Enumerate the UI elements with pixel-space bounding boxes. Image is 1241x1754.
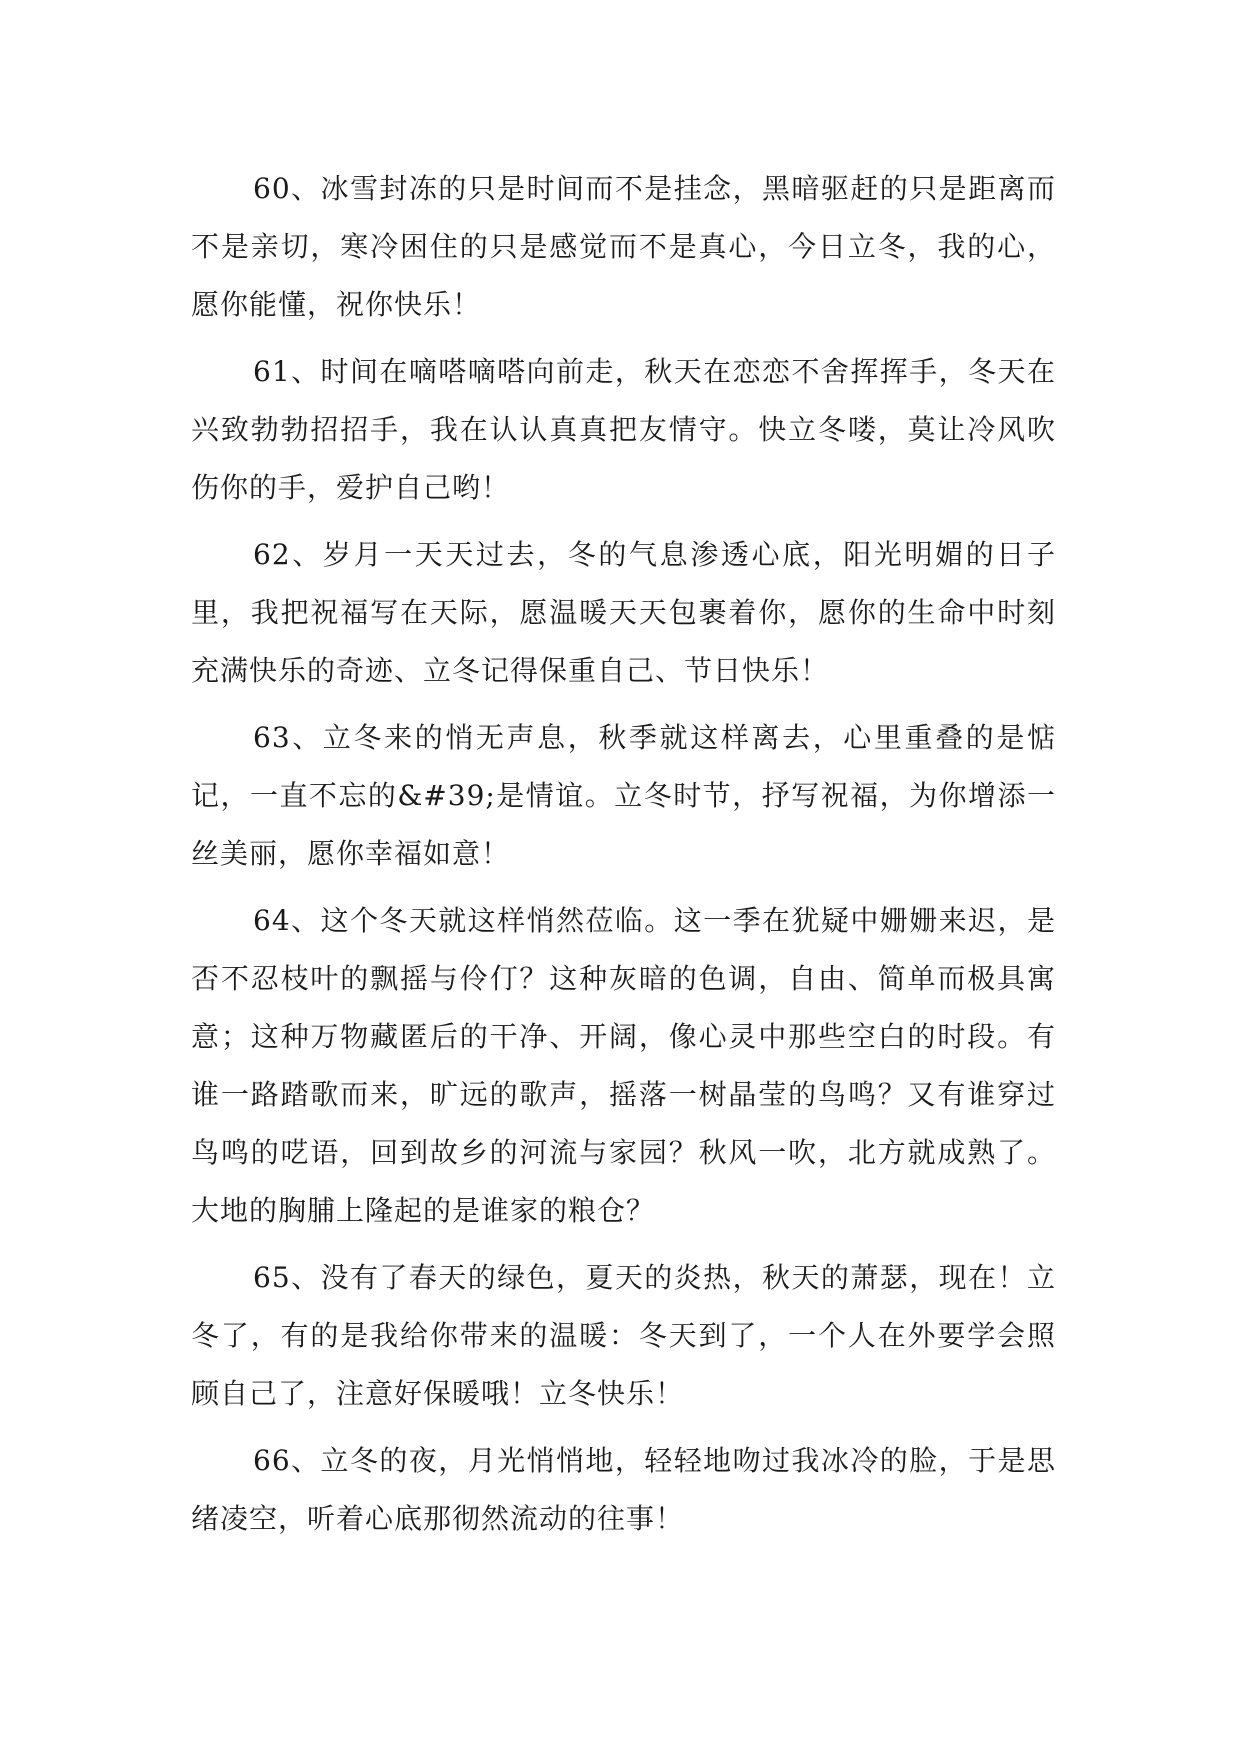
paragraph-66: 66、立冬的夜，月光悄悄地，轻轻地吻过我冰冷的脸，于是思绪凌空，听着心底那彻然流动的往事！	[191, 1444, 1056, 1535]
paragraph-60: 60、冰雪封冻的只是时间而不是挂念，黑暗驱赶的只是距离而不是亲切，寒冷困住的只是感觉而不是真心，今日立冬，我的心，愿你能懂，祝你快乐！	[191, 172, 1056, 321]
paragraph-61: 61、时间在嘀嗒嘀嗒向前走，秋天在恋恋不舍挥挥手，冬天在兴致勃勃招招手，我在认认真真把友情守。快立冬喽，莫让冷风吹伤你的手，爱护自己哟！	[191, 355, 1056, 504]
paragraph-64: 64、这个冬天就这样悄然莅临。这一季在犹疑中姗姗来迟，是否不忍枝叶的飘摇与伶仃？这种灰暗的色调，自由、简单而极具寓意；这种万物藏匿后的干净、开阔，像心灵中那些空白的时段。有谁一路踏歌而来，旷远的歌声，摇落一树晶莹的鸟鸣？又有谁穿过鸟鸣的呓语，回到故乡的河流与家园？秋风一吹，北方就成熟了。大地的胸脯上隆起的是谁家的粮仓？	[191, 904, 1056, 1227]
document-body	[191, 160, 1056, 1557]
paragraph-65: 65、没有了春天的绿色，夏天的炎热，秋天的萧瑟，现在！立冬了，有的是我给你带来的温暖：冬天到了，一个人在外要学会照顾自己了，注意好保暖哦！立冬快乐！	[191, 1261, 1056, 1410]
paragraph-63: 63、立冬来的悄无声息，秋季就这样离去，心里重叠的是惦记，一直不忘的&#39;是情谊。立冬时节，抒写祝福，为你增添一丝美丽，愿你幸福如意！	[191, 721, 1056, 870]
paragraph-62: 62、岁月一天天过去，冬的气息渗透心底，阳光明媚的日子里，我把祝福写在天际，愿温暖天天包裹着你，愿你的生命中时刻充满快乐的奇迹、立冬记得保重自己、节日快乐！	[191, 538, 1056, 687]
